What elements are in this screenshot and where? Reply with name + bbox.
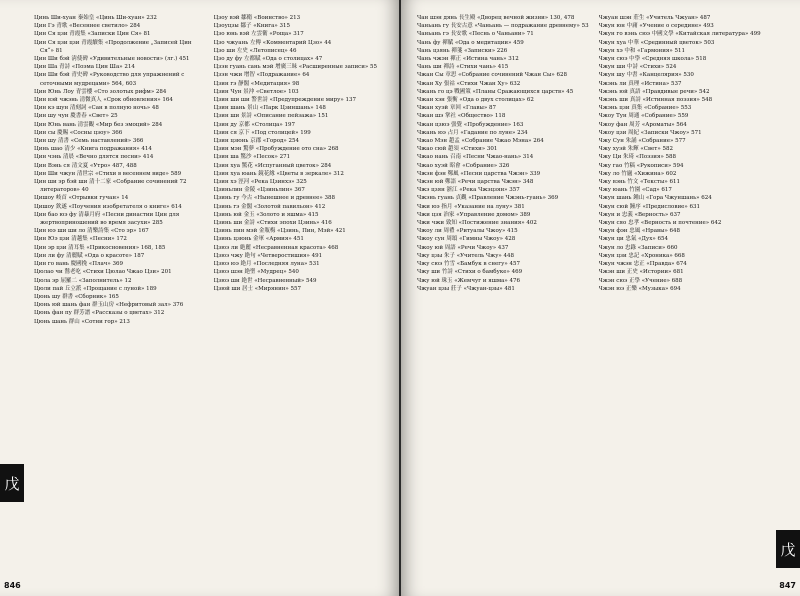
left-page-columns	[34, 14, 385, 566]
index-entry: Чжу юй 珠玉 «Жемчуг и яшма» 476	[417, 277, 520, 284]
index-entry: Чжоу юй 周語 «Речи Чжоу» 437	[417, 244, 509, 251]
thumb-index-tab: 戊	[0, 464, 24, 502]
index-entry: Цюла эр 屈羅二 «Заполнитель» 12	[34, 277, 132, 284]
index-entry: Цзюэ ли 絶麗 «Несравненная красота» 468	[213, 244, 339, 251]
index-entry: Цин Ся цзи 青霞集 «Записки Цин Ся» 81	[34, 31, 151, 38]
right-page	[401, 0, 800, 596]
left-column-1	[34, 14, 206, 566]
index-entry: Цюнь шу 群書 «Сборник» 165	[34, 293, 119, 300]
index-entry: Чжун сюэ 中學 «Средняя школа» 518	[598, 56, 707, 63]
index-entry: Цин ши эр бэй ши 清十二家 «Собрание сочинений 72 литераторов» 40	[34, 179, 187, 194]
index-entry: Цзин цзюнь 京郡 «Город» 254	[213, 138, 300, 145]
index-entry: Цзюэ шэн 絶聖 «Мудрец» 540	[213, 269, 299, 276]
index-entry: Цин Ши бэй 淸使碑 «Удивительные новости» (лг.) 451	[34, 56, 190, 63]
index-entry: Цзин ся 京下 «Под столицей» 199	[213, 129, 311, 136]
index-entry: Цюли пай 丘立派 «Прощание с луной» 189	[34, 285, 157, 292]
index-entry: Чжан Сы 章思 «Собрание сочинений Чжан Сы» 628	[417, 72, 567, 79]
index-entry: Чаньань гу 長安古意 «Чаньань — подражание древнему» 53	[417, 23, 589, 30]
index-entry: Чжун хуа 中華 «Срединный цветок» 503	[598, 39, 715, 46]
index-entry: Чжэн юй 鄭語 «Речи царства Чжэн» 348	[417, 179, 534, 186]
index-entry: Чан шэн дянь 長生殿 «Дворец вечной жизни» 130, 478	[417, 15, 575, 21]
index-entry: Чжоу ли 周禮 «Ритуалы Чжоу» 415	[417, 228, 518, 235]
index-entry: Чжэнь ши 真詩 «Истинная поэзия» 548	[598, 97, 713, 104]
right-page-columns	[417, 14, 772, 566]
index-entry: Цзиньлин 金陵 «Цзиньлин» 367	[213, 187, 305, 194]
index-entry: Цишоу 欽遂 «Поучения изобретателя о книге» 614	[34, 203, 182, 210]
index-entry: Чжоу сун 周頌 «Гимны Чжоу» 428	[417, 236, 516, 243]
index-entry: Чань чжэн 禪正 «Истина чань» 312	[417, 56, 519, 63]
index-entry: Цзоуцзы 鄒子 «Книга» 315	[213, 23, 290, 30]
index-entry: Чань ши 禪詩 «Стихи чань» 415	[417, 64, 509, 71]
index-entry: Цишоу 岐首 «Отрывки гучан» 14	[34, 195, 129, 202]
index-entry: Чжуан цзы 莊子 «Чжуан-цзы» 481	[417, 285, 515, 292]
index-entry: Чжу цзы 朱子 «Учитель Чжу» 448	[417, 252, 515, 259]
index-entry: Цин Ши бэй 青史碑 «Руководство для упражнений с сеточными мудрецами» 564, 603	[34, 72, 185, 87]
index-entry: Чань фу 禪賦 «Ода о медитации» 459	[417, 39, 524, 46]
index-entry: Цзюэ чжу 絶句 «Четверостишия» 491	[213, 252, 323, 259]
index-entry: Чжун цзи 忠記 «Хроника» 668	[598, 252, 685, 259]
index-entry: Цзин ши 景詩 «Описание пейзажа» 151	[213, 113, 329, 120]
index-entry: Цзинь юй 金玉 «Золото и яшма» 415	[213, 211, 319, 218]
index-entry: Чжэнь гуань 貞觀 «Правление Чжэнь-гуань» 369	[417, 195, 559, 202]
index-entry: Цин сы 慶賜 «Сосны цзоу» 366	[34, 129, 123, 136]
index-entry: Чжоу фан 周芳 «Ароматы» 564	[598, 121, 687, 128]
index-entry: Цин эр цзи 清耳集 «Прикосновения» 168, 185	[34, 244, 166, 251]
index-entry: Чжу ши 竹詩 «Стихи о бамбуке» 469	[417, 269, 523, 276]
index-entry: Чжи юэ 指月 «Указание на луну» 381	[417, 203, 525, 210]
index-entry: Чаньань гэ 長安歌 «Песнь о Чаньани» 71	[417, 31, 534, 38]
index-entry: Цюлао чи 鶖老吃 «Стихи Цюлао Чжао Цзи» 201	[34, 269, 172, 276]
index-entry: Чжао сюй 趙須 «Стихи» 301	[417, 146, 498, 153]
index-entry: Чжун фэн 忠風 «Нравы» 648	[598, 228, 681, 235]
index-entry: Цзюй ши 居士 «Мирянин» 557	[213, 285, 302, 292]
index-entry: Цзинь пин мэй 金瓶梅 «Цзинь, Пин, Мэй» 421	[213, 228, 346, 235]
index-entry: Чжу гао 竹稿 «Рукописи» 594	[598, 162, 684, 169]
right-column-1	[417, 14, 591, 566]
index-entry: Чжоу цзи 周紀 «Записки Чжоу» 571	[598, 129, 702, 136]
index-entry: Цин кэ шун 清刻詞 «Сан в полную ночь» 48	[34, 105, 159, 112]
index-entry: Чжэн ши 正史 «Истории» 681	[598, 269, 684, 276]
index-entry: Цин Юнь Лоу 青雲樓 «Сто золотых рифм» 284	[34, 88, 167, 95]
index-entry: Цзо ду фу 左都賦 «Ода о столицах» 47	[213, 56, 323, 63]
index-entry: Чжан хэн 張衡 «Ода о двух столицах» 62	[417, 97, 534, 104]
index-entry: Цюнь юй шань фан 群玉山房 «Нефритовый зал» 376	[34, 302, 184, 309]
index-entry: Чжун ци 忠氣 «Дух» 654	[598, 236, 668, 243]
index-entry: Цзин Чун 景沖 «Светлое» 103	[213, 88, 299, 95]
index-entry: Чжао хуэй 昭會 «Собрание» 326	[417, 162, 510, 169]
index-entry: Чжун шу 中書 «Канцелярия» 530	[598, 72, 694, 79]
index-entry: Цин Юэ цзи 清越集 «Песни» 172	[34, 236, 127, 243]
index-entry: Чжоу Тун 周通 «Собрание» 559	[598, 113, 689, 120]
index-entry: Чжэнь юй 真語 «Правдивые речи» 542	[598, 88, 710, 95]
index-entry: Цзин хуа 驚花 «Испуганный цветок» 284	[213, 162, 332, 169]
index-entry: Чжао Мэн 趙孟 «Собрание Чжао Мэна» 264	[417, 138, 544, 145]
index-entry: Цзэн гуань сань мэй 增廣三昧 «Расширенные записи» 55	[213, 64, 378, 71]
index-entry: Цзин хуа юань 鏡花緣 «Цветы в зеркале» 312	[213, 170, 344, 177]
index-entry: Цин чэнь 清晨 «Вечно длятся песни» 414	[34, 154, 154, 161]
index-entry: Чжу юань 竹園 «Сад» 617	[598, 187, 672, 194]
index-entry: Чжан цзюэ 張覺 «Пробуждение» 163	[417, 121, 524, 128]
index-entry: Цзин хэ 涇河 «Река Цзинхэ» 325	[213, 179, 307, 186]
index-entry: Цзин ду 京都 «Столица» 197	[213, 121, 296, 128]
index-entry: Чжун и 忠義 «Верность» 637	[598, 211, 681, 218]
index-entry: Чжун сяо 忠孝 «Верность и почтение» 642	[598, 220, 722, 227]
page-number: 846	[4, 581, 21, 590]
index-entry: Цин Вэнь ся 清文夏 «Утро» 487, 488	[34, 162, 137, 169]
index-entry: Чжэнь цзи 真集 «Собрание» 553	[598, 105, 692, 112]
index-entry: Цзинь ши 金詩 «Стихи эпохи Цзинь» 416	[213, 220, 332, 227]
index-entry: Цин ли фу 清麗賦 «Ода о красоте» 187	[34, 252, 145, 259]
index-entry: Цзинь гэ 金閣 «Золотой павильон» 412	[213, 203, 326, 210]
index-entry: Цзин ши ши 警世詩 «Предупреждение миру» 137	[213, 97, 357, 104]
index-entry: Цзэн чжи 增智 «Подражание» 64	[213, 72, 310, 79]
index-entry: Чжи чжи 致知 «Постижение знания» 402	[417, 220, 537, 227]
index-entry: Цин Гэ 青歌 «Весеннее светило» 284	[34, 23, 141, 30]
index-entry: Цзинь цзюнь 金軍 «Армия» 451	[213, 236, 304, 243]
left-column-2	[214, 14, 386, 566]
index-entry: Цин Ся цзи цзи 青霞續集 «Продолжение „Записей Цин Ся“» 81	[34, 39, 192, 54]
index-entry: Чжэн юэ 正樂 «Музыка» 694	[598, 285, 681, 292]
index-entry: Цинь Ши-хуан 秦始皇 «Цинь Ши-хуан» 232	[34, 15, 157, 21]
index-entry: Чжу хуэй 朱輝 «Свет» 582	[598, 146, 673, 153]
index-entry: Цзин мэн 驚夢 «Пробуждение ото сна» 268	[213, 146, 339, 153]
index-entry: Чжу Ци 朱琦 «Поэзия» 588	[598, 154, 677, 161]
index-entry: Цюнь фан пу 群芳譜 «Рассказы о цветах» 312	[34, 310, 165, 317]
index-entry: Чжуан шэн 莊生 «Учитель Чжуан» 487	[598, 15, 711, 21]
index-entry: Чжань го цэ 戰國策 «Планы Сражающихся царств» 45	[417, 88, 574, 95]
index-entry: Чжун шань 鍾山 «Гора Чжуншань» 624	[598, 195, 712, 202]
index-entry: Чжао нань 召南 «Песни Чжао-нань» 314	[417, 154, 534, 161]
index-entry: Чжун хэ 中和 «Гармония» 511	[598, 47, 685, 54]
index-entry: Цин шу чун 慶書春 «Свет» 25	[34, 113, 118, 120]
page-number: 847	[779, 581, 796, 590]
index-entry: Цзин ша 驚沙 «Песок» 271	[213, 154, 291, 161]
index-entry: Чань цзянь 禪箋 «Записки» 226	[417, 47, 508, 54]
index-entry: Цзинь гу 今古 «Нынешнее и древнее» 388	[213, 195, 335, 202]
index-entry: Чжун юн 中庸 «Учение о середине» 493	[598, 23, 714, 30]
index-entry: Цинь шао 清少 «Книга подражания» 414	[34, 146, 152, 153]
thumb-index-tab: 戊	[776, 530, 800, 568]
index-entry: Чжун го вэнь сюэ 中國文學 «Китайская литература» 499	[598, 31, 761, 38]
index-entry: Чжэ цзян 浙江 «Река Чжэцзян» 357	[417, 187, 520, 194]
right-column-2	[599, 14, 773, 566]
index-entry: Чжань юэ 占月 «Гадание по луне» 234	[417, 129, 528, 136]
index-entry: Цин Юнь вань 清雲觀 «Мир без эмоций» 284	[34, 121, 163, 128]
index-entry: Цзин гэ 靜閣 «Медитация» 98	[213, 80, 300, 87]
index-entry: Чжу Сун 朱誦 «Собрание» 577	[598, 138, 686, 145]
index-entry: Цзин шань 景山 «Парк Цзиншань» 148	[213, 105, 326, 112]
index-entry: Цзо чжуань 左傳 «Комментарий Цзо» 44	[213, 39, 332, 46]
index-entry: Цин вэй чжэнь 清微真人 «Срок обновления» 164	[34, 97, 173, 104]
index-entry: Цин го вань 慶國挽 «Плач» 369	[34, 261, 124, 268]
index-entry: Чжи цзя 治家 «Управление домом» 389	[417, 211, 531, 218]
index-entry: Цин Ша 青詩 «Поэма Цин Ша» 214	[34, 64, 135, 71]
index-entry: Чжу ло 竹廬 «Хижина» 602	[598, 170, 677, 177]
index-entry: Чжан шэ 掌社 «Общество» 118	[417, 113, 506, 120]
index-entry: Цзо ши 左史 «Летописец» 46	[213, 47, 297, 54]
index-entry: Цин бао юэ фу 清暴月府 «Песни династии Цин для жертвоприношений во время засухи» 285	[34, 211, 180, 227]
index-entry: Цюнь шань 群山 «Сотни гор» 213	[34, 318, 130, 325]
index-entry: Цин шу 清書 «Семь наставлений» 366	[34, 138, 144, 145]
index-entry: Чжан Ху 張祜 «Стихи Чжан Ху» 632	[417, 80, 521, 87]
index-entry: Чжун чжэн 忠正 «Правда» 674	[598, 261, 687, 268]
index-entry: Чжэн сюэ 正學 «Учение» 688	[598, 277, 683, 284]
index-entry: Чжу сюэ 竹雪 «Бамбук в снегу» 457	[417, 261, 521, 268]
index-entry: Цзюэ юэ 絶月 «Последняя луна» 531	[213, 261, 320, 268]
index-entry: Цзюэ ши 絶世 «Несравненный» 549	[213, 277, 317, 284]
index-entry: Цин юэ ши ши ло 清樂詩集 «Сто эр» 167	[34, 228, 149, 235]
index-entry: Чжун сюй 鐘序 «Предисловие» 631	[598, 203, 700, 210]
index-entry: Чжэн фэн 鄭風 «Песни царства Чжэн» 339	[417, 170, 541, 177]
index-entry: Цзоу вэй 鄒衛 «Воинство» 213	[213, 15, 301, 21]
index-entry: Цзо юнь вэй 左雲衛 «Роща» 317	[213, 31, 304, 38]
index-entry: Чжун ши 中詩 «Стихи» 524	[598, 64, 677, 71]
index-entry: Чжан хуэй 章回 «Главы» 87	[417, 105, 496, 112]
index-entry: Чжун ло 忠錄 «Записи» 660	[598, 244, 678, 251]
index-entry: Чжэнь ли 真理 «Истина» 537	[598, 80, 682, 87]
index-entry: Цин Ши чжун 清世宗 «Стихи в весеннем виде» 589	[34, 170, 182, 177]
left-page	[0, 0, 399, 596]
index-entry: Чжу вэнь 竹文 «Тексты» 611	[598, 179, 680, 186]
